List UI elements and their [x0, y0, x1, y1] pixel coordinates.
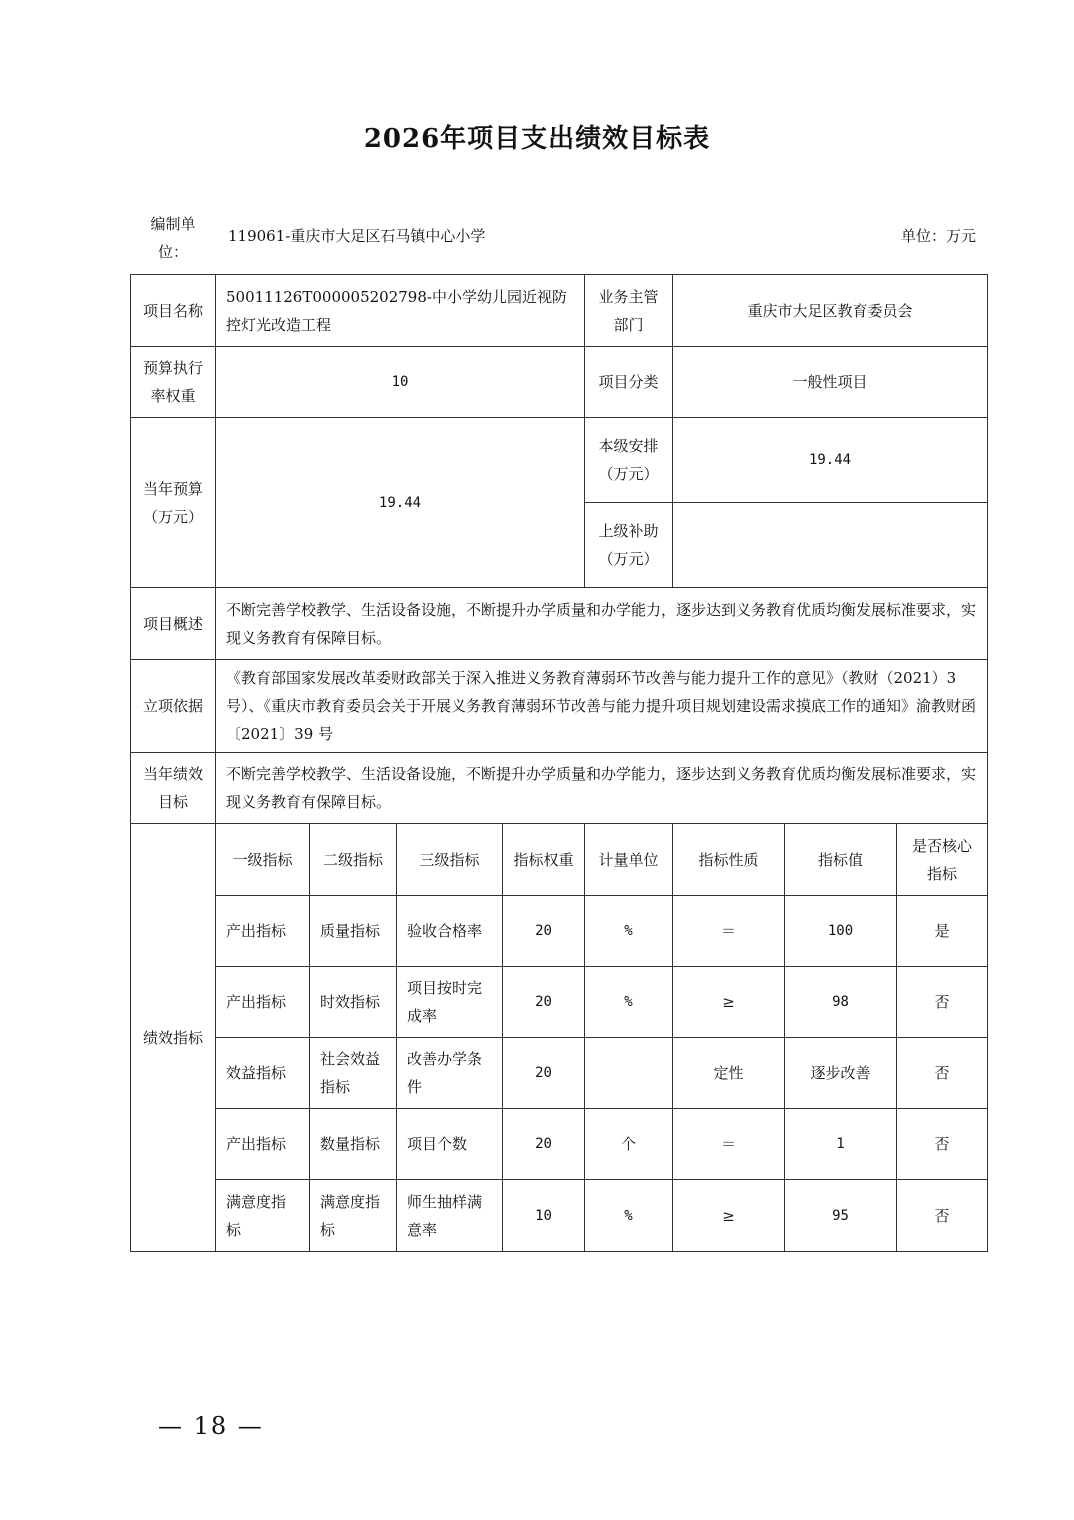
category-value: 一般性项目 — [673, 347, 988, 418]
cell-level3: 师生抽样满意率 — [397, 1180, 503, 1252]
cell-value: 1 — [785, 1109, 897, 1180]
cell-nature: 定性 — [673, 1038, 785, 1109]
cell-level1: 产出指标 — [216, 1109, 310, 1180]
table-row — [131, 967, 988, 1038]
local-value: 19.44 — [673, 418, 988, 503]
page-title: 2026年项目支出绩效目标表 — [363, 124, 711, 154]
unit-label: 编制单位： — [150, 215, 196, 261]
overview-text: 不断完善学校教学、生活设备设施，不断提升办学质量和办学能力，逐步达到义务教育优质均衡发展标准要求，实现义务教育有保障目标。 — [216, 588, 988, 660]
header-unit: 计量单位 — [585, 824, 673, 896]
cell-core: 否 — [897, 1109, 988, 1180]
header-level3: 三级指标 — [397, 824, 503, 896]
cell-value: 100 — [785, 896, 897, 967]
cell-level2: 质量指标 — [310, 896, 397, 967]
cell-weight: 20 — [503, 967, 585, 1038]
dept-label: 业务主管部门 — [585, 275, 673, 347]
cell-level2: 时效指标 — [310, 967, 397, 1038]
cell-level1: 产出指标 — [216, 896, 310, 967]
page-number: — 18 — — [158, 1412, 264, 1440]
cell-unit — [585, 1038, 673, 1109]
cell-core: 是 — [897, 896, 988, 967]
indicators-label: 绩效指标 — [131, 824, 216, 1252]
category-label: 项目分类 — [585, 347, 673, 418]
money-unit: 单位：万元 — [900, 227, 976, 245]
cell-unit: % — [585, 1180, 673, 1252]
cell-core: 否 — [897, 967, 988, 1038]
cell-level3: 项目个数 — [397, 1109, 503, 1180]
cell-nature: ≥ — [673, 1180, 785, 1252]
cell-level3: 项目按时完成率 — [397, 967, 503, 1038]
header-value: 指标值 — [785, 824, 897, 896]
budget-value: 19.44 — [216, 418, 585, 588]
cell-core: 否 — [897, 1038, 988, 1109]
header-level2: 二级指标 — [310, 824, 397, 896]
table-row — [131, 896, 988, 967]
cell-value: 逐步改善 — [785, 1038, 897, 1109]
cell-level1: 效益指标 — [216, 1038, 310, 1109]
basis-text: 《教育部国家发展改革委财政部关于深入推进义务教育薄弱环节改善与能力提升工作的意见》（教财（2021）3 号）、《重庆市教育委员会关于开展义务教育薄弱环节改善与能力提升项目规划建设需求摸底工作的通知》渝教财函〔2021〕39 号 — [216, 660, 988, 753]
upper-label: 上级补助（万元） — [585, 503, 673, 588]
header-nature: 指标性质 — [673, 824, 785, 896]
dept-value: 重庆市大足区教育委员会 — [673, 275, 988, 347]
table-row — [131, 1180, 988, 1252]
table-row — [131, 1038, 988, 1109]
cell-level2: 数量指标 — [310, 1109, 397, 1180]
cell-weight: 20 — [503, 1109, 585, 1180]
header-level1: 一级指标 — [216, 824, 310, 896]
cell-level1: 满意度指标 — [216, 1180, 310, 1252]
local-label: 本级安排（万元） — [585, 418, 673, 503]
goal-text: 不断完善学校教学、生活设备设施，不断提升办学质量和办学能力，逐步达到义务教育优质均衡发展标准要求，实现义务教育有保障目标。 — [216, 753, 988, 824]
table-row — [131, 1109, 988, 1180]
cell-nature: ＝ — [673, 1109, 785, 1180]
cell-level3: 验收合格率 — [397, 896, 503, 967]
cell-level1: 产出指标 — [216, 967, 310, 1038]
goal-label: 当年绩效目标 — [131, 753, 216, 824]
cell-core: 否 — [897, 1180, 988, 1252]
cell-unit: % — [585, 967, 673, 1038]
project-name: 50011126T000005202798-中小学幼儿园近视防控灯光改造工程 — [216, 275, 585, 347]
cell-level2: 社会效益指标 — [310, 1038, 397, 1109]
basis-label: 立项依据 — [131, 660, 216, 753]
weight-label: 预算执行率权重 — [131, 347, 216, 418]
cell-nature: ≥ — [673, 967, 785, 1038]
upper-value — [673, 503, 988, 588]
cell-weight: 10 — [503, 1180, 585, 1252]
weight-value: 10 — [216, 347, 585, 418]
cell-unit: % — [585, 896, 673, 967]
header-core: 是否核心指标 — [897, 824, 988, 896]
cell-weight: 20 — [503, 1038, 585, 1109]
cell-unit: 个 — [585, 1109, 673, 1180]
header-weight: 指标权重 — [503, 824, 585, 896]
cell-weight: 20 — [503, 896, 585, 967]
performance-table — [130, 274, 988, 1252]
indicator-header-row — [131, 824, 988, 896]
cell-level2: 满意度指标 — [310, 1180, 397, 1252]
unit-name: 119061-重庆市大足区石马镇中心小学 — [228, 227, 486, 245]
cell-nature: ＝ — [673, 896, 785, 967]
project-name-label: 项目名称 — [131, 275, 216, 347]
cell-level3: 改善办学条件 — [397, 1038, 503, 1109]
overview-label: 项目概述 — [131, 588, 216, 660]
cell-value: 98 — [785, 967, 897, 1038]
budget-label: 当年预算（万元） — [131, 418, 216, 588]
cell-value: 95 — [785, 1180, 897, 1252]
